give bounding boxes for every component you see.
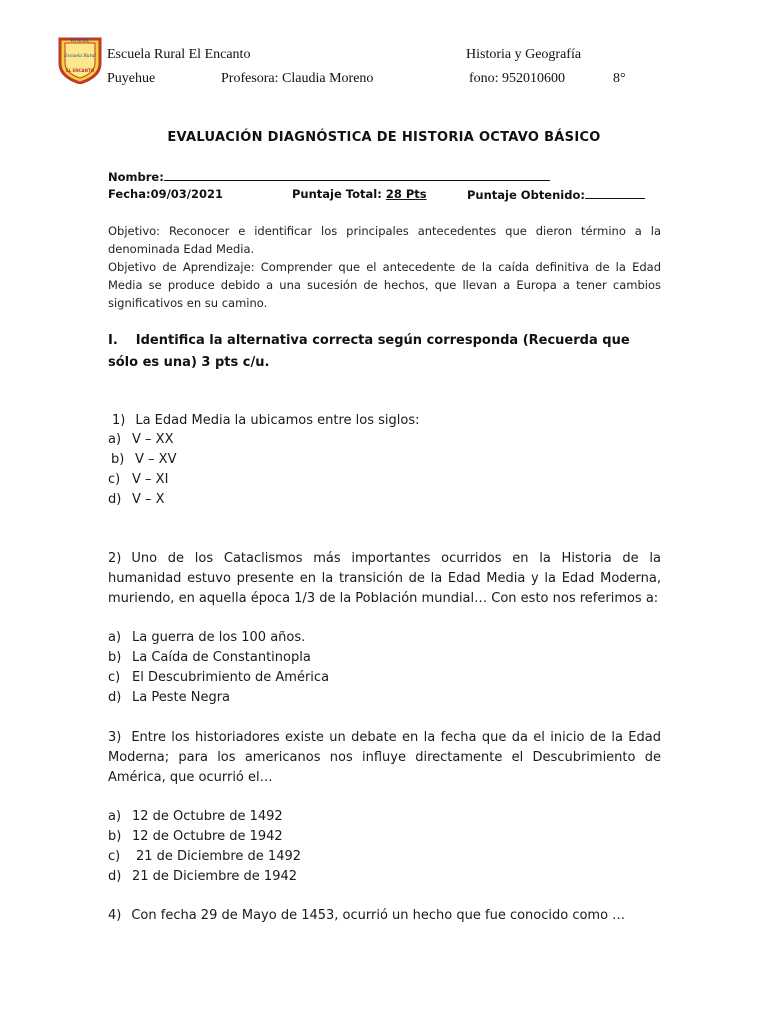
total-score-label: Puntaje Total:: [292, 187, 382, 201]
option-c[interactable]: c) 21 de Diciembre de 1492: [108, 849, 302, 864]
question-text: La Edad Media la ubicamos entre los siglos:: [135, 413, 420, 428]
question-number: 1): [112, 413, 126, 428]
objective-text: Objetivo: Reconocer e identificar los principales antecedentes que dieron término a la denominada Edad Media.: [108, 224, 661, 256]
question-number: 3): [108, 730, 122, 745]
option-a[interactable]: a) V – XX: [108, 432, 174, 447]
total-score-field: [292, 187, 427, 201]
option-c[interactable]: c) El Descubrimiento de América: [108, 670, 330, 685]
option-b[interactable]: b) 12 de Octubre de 1942: [108, 829, 283, 844]
option-d[interactable]: d) La Peste Negra: [108, 690, 231, 705]
learning-objective-text: Objetivo de Aprendizaje: Comprender que el antecedente de la caída definitiva de la Edad Media se produce debido a una sucesión de hechos, que llevan a Europa a tener cambios significativos en su camino.: [108, 260, 661, 310]
obtained-score-field: [467, 187, 645, 202]
date-label: Fecha:: [108, 187, 151, 201]
logo-text-bottom: EL ENCANTO: [65, 68, 95, 73]
section-number: I.: [108, 333, 118, 348]
question-text: Entre los historiadores existe un debate en la fecha que da el inicio de la Edad Moderna; para los americanos nos influye directamente el Descubrimiento de América, que ocurrió el…: [108, 730, 661, 785]
question-text: Con fecha 29 de Mayo de 1453, ocurrió un hecho que fue conocido como …: [131, 908, 626, 923]
option-c[interactable]: c) V – XI: [108, 472, 169, 487]
option-a[interactable]: a) La guerra de los 100 años.: [108, 630, 306, 645]
logo-text-top: PUYEHUE: [70, 38, 90, 43]
logo-text-mid: Escuela Rural: [64, 54, 96, 59]
question-3: [108, 728, 661, 788]
date-value: 09/03/2021: [150, 187, 223, 201]
option-b[interactable]: b) V – XV: [111, 452, 177, 467]
section-instructions: [108, 330, 653, 374]
date-field: [108, 187, 223, 201]
subject-name: Historia y Geografía: [466, 47, 582, 62]
question-number: 2): [108, 551, 122, 566]
name-blank-line[interactable]: [164, 169, 550, 181]
option-b[interactable]: b) La Caída de Constantinopla: [108, 650, 311, 665]
question-2-options: [108, 628, 329, 708]
grade-label: 8°: [613, 71, 626, 86]
page-title: EVALUACIÓN DIAGNÓSTICA DE HISTORIA OCTAVO BÁSICO: [167, 130, 601, 145]
question-1: [112, 411, 665, 431]
town-name: Puyehue: [107, 71, 156, 86]
question-4: [108, 906, 661, 926]
total-score-value: 28 Pts: [385, 187, 427, 201]
obtained-score-label: Puntaje Obtenido:: [467, 188, 585, 202]
school-name: Escuela Rural El Encanto: [107, 47, 251, 62]
option-d[interactable]: d) 21 de Diciembre de 1942: [108, 869, 298, 884]
option-a[interactable]: a) 12 de Octubre de 1492: [108, 809, 283, 824]
phone-number: fono: 952010600: [469, 71, 566, 86]
question-number: 4): [108, 908, 122, 923]
name-label: Nombre:: [108, 170, 164, 184]
school-logo: [56, 36, 104, 84]
question-text: Uno de los Cataclismos más importantes ocurridos en la Historia de la humanidad estuvo presente en la transición de la Edad Media y la Edad Moderna, muriendo, en aquella época 1/3 de la Población mundial… Con esto nos referimos a:: [108, 551, 661, 606]
question-2: [108, 549, 661, 609]
teacher-name: Profesora: Claudia Moreno: [221, 71, 374, 86]
section-text: Identifica la alternativa correcta según corresponda (Recuerda que sólo es una) 3 pts c/u.: [108, 333, 630, 370]
obtained-score-blank[interactable]: [585, 187, 645, 199]
option-d[interactable]: d) V – X: [108, 492, 165, 507]
question-1-options: [108, 430, 176, 510]
question-3-options: [108, 807, 301, 887]
name-field-row: [108, 169, 550, 184]
